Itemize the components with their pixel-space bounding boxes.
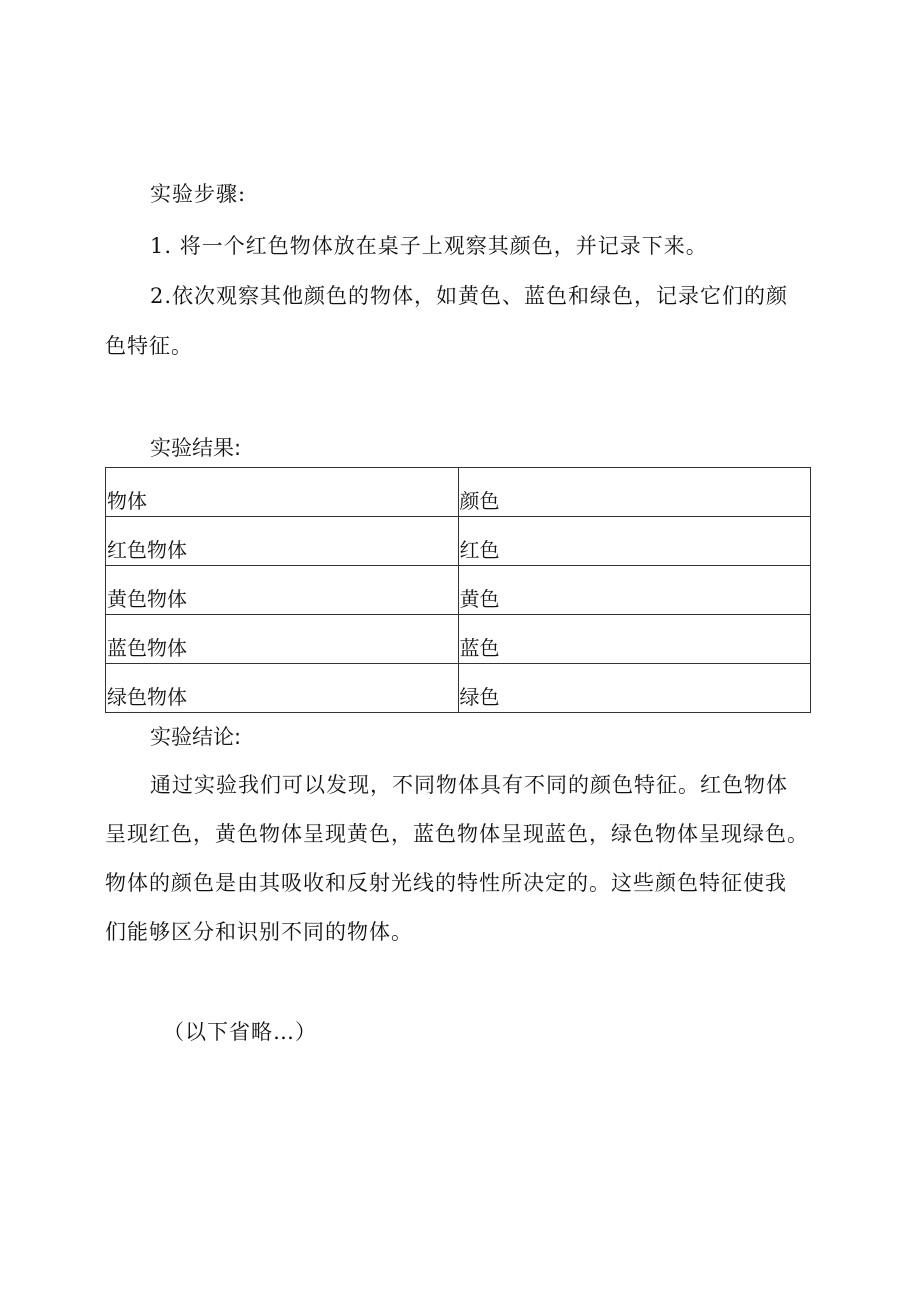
table-cell: 红色物体 (106, 517, 459, 566)
conclusion-line-1: 通过实验我们可以发现，不同物体具有不同的颜色特征。红色物体 (150, 773, 788, 797)
results-table (105, 467, 811, 713)
table-cell: 蓝色物体 (106, 615, 459, 664)
steps-heading: 实验步骤: (150, 182, 247, 206)
table-cell: 绿色 (458, 664, 811, 713)
table-header-cell: 颜色 (458, 468, 811, 517)
table-cell: 绿色物体 (106, 664, 459, 713)
table-header-cell: 物体 (106, 468, 459, 517)
step-2-text-line-1: 2.依次观察其他颜色的物体，如黄色、蓝色和绿色，记录它们的颜 (150, 284, 789, 308)
table-row (106, 517, 811, 566)
conclusion-line-3: 物体的颜色是由其吸收和反射光线的特性所决定的。这些颜色特征使我 (105, 871, 787, 895)
conclusion-heading: 实验结论: (150, 725, 242, 749)
table-header-row (106, 468, 811, 517)
conclusion-line-2: 呈现红色，黄色物体呈现黄色，蓝色物体呈现蓝色，绿色物体呈现绿色。 (105, 822, 809, 846)
step-2-text-line-2: 色特征。 (105, 334, 193, 358)
table-row (106, 566, 811, 615)
table-cell: 红色 (458, 517, 811, 566)
table-cell: 黄色 (458, 566, 811, 615)
table-row (106, 615, 811, 664)
results-heading: 实验结果: (150, 436, 242, 460)
table-cell: 蓝色 (458, 615, 811, 664)
step-1-text: 1. 将一个红色物体放在桌子上观察其颜色，并记录下来。 (150, 234, 708, 258)
conclusion-line-4: 们能够区分和识别不同的物体。 (105, 920, 413, 944)
table-row (106, 664, 811, 713)
table-cell: 黄色物体 (106, 566, 459, 615)
omitted-note: （以下省略…） (163, 1020, 317, 1044)
